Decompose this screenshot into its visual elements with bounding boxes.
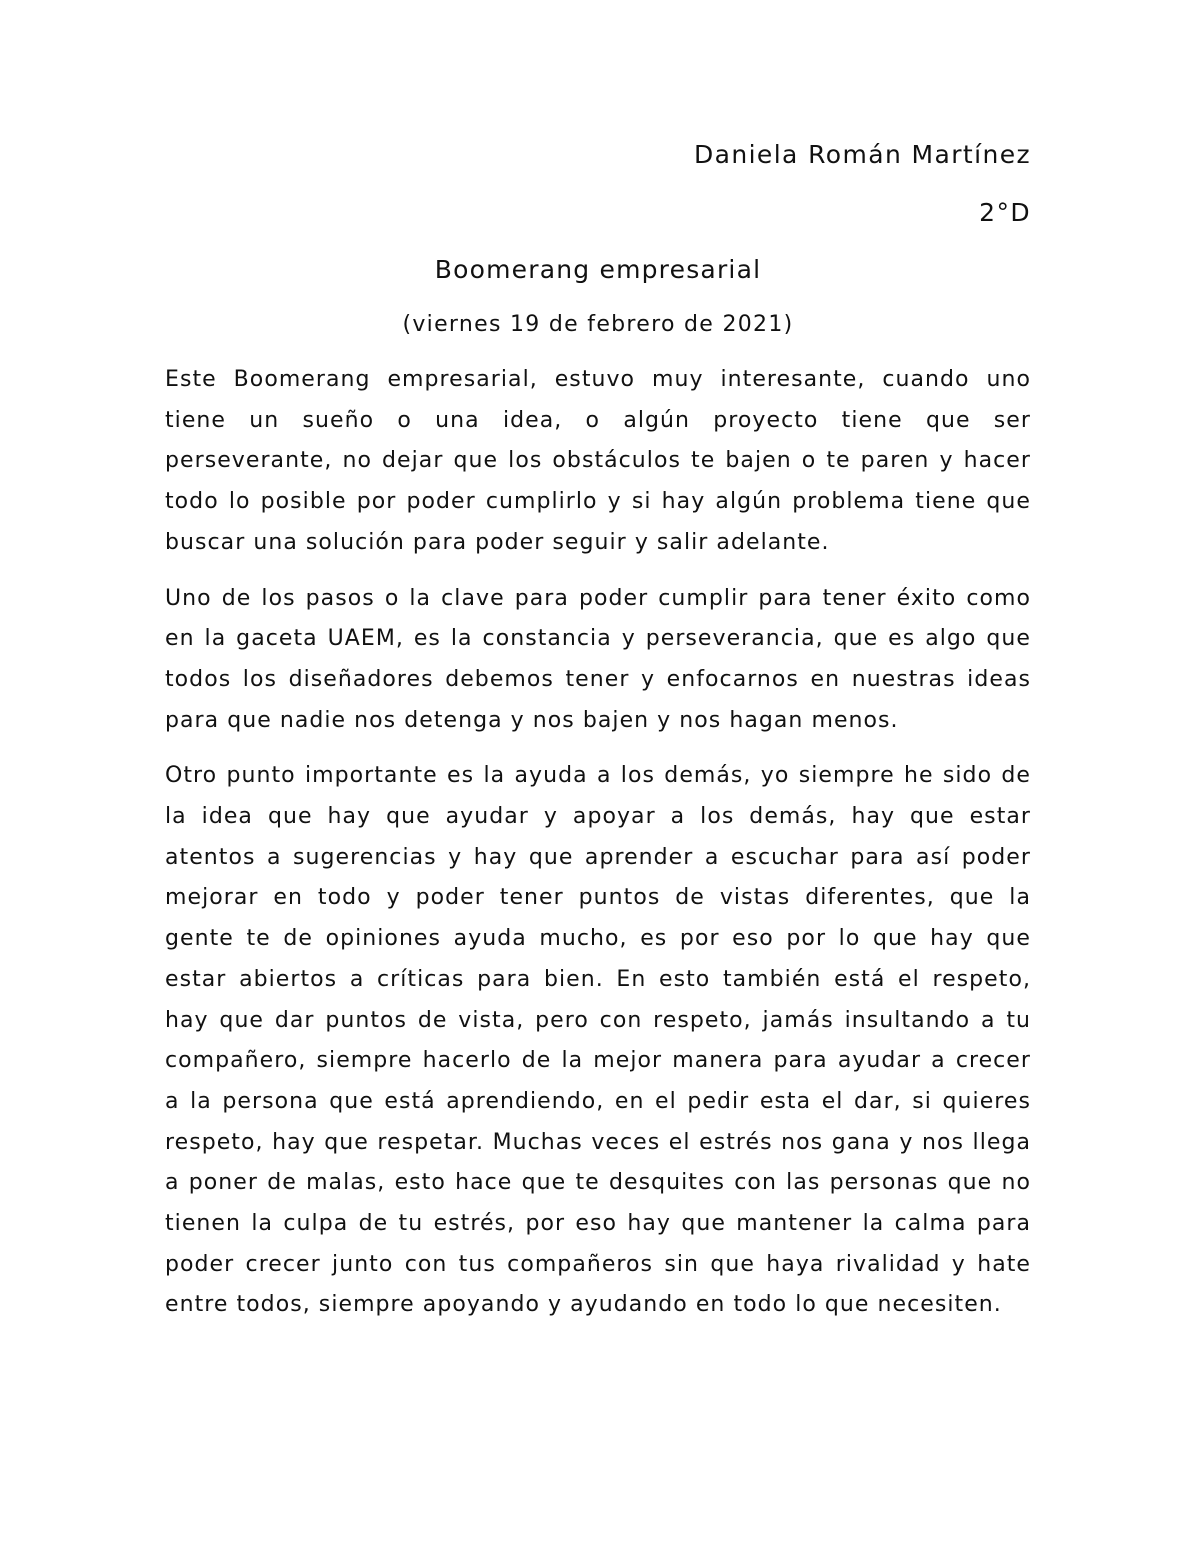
document-title: Boomerang empresarial <box>434 255 762 284</box>
group-label: 2°D <box>979 198 1031 227</box>
paragraph-2: Uno de los pasos o la clave para poder cumplir para tener éxito como en la gaceta UAEM, es la constancia y perseverancia, que es algo que todos los diseñadores debemos tener y enfocarnos en nuestras ideas para que nadie nos detenga y nos bajen y nos hagan menos. <box>165 585 1031 733</box>
author-name: Daniela Román Martínez <box>693 140 1031 169</box>
document-body <box>165 136 1031 1326</box>
paragraph-3: Otro punto importante es la ayuda a los demás, yo siempre he sido de la idea que hay que ayudar y apoyar a los demás, hay que estar atentos a sugerencias y hay que aprender a escuchar para así poder mejorar en todo y poder tener puntos de vistas diferentes, que la gente te de opiniones ayuda mucho, es por eso por lo que hay que estar abiertos a críticas para bien. En esto también está el respeto, hay que dar puntos de vista, pero con respeto, jamás insultando a tu compañero, siempre hacerlo de la mejor manera para ayudar a crecer a la persona que está aprendiendo, en el pedir esta el dar, si quieres respeto, hay que respetar. Muchas veces el estrés nos gana y nos llega a poner de malas, esto hace que te desquites con las personas que no tienen la culpa de tu estrés, por eso hay que mantener la calma para poder crecer junto con tus compañeros sin que haya rivalidad y hate entre todos, siempre apoyando y ayudando en todo lo que necesiten. <box>165 763 1031 1318</box>
paragraph-1: Este Boomerang empresarial, estuvo muy interesante, cuando uno tiene un sueño o una idea, o algún proyecto tiene que ser perseverante, no dejar que los obstáculos te bajen o te paren y hacer todo lo posible por poder cumplirlo y si hay algún problema tiene que buscar una solución para poder seguir y salir adelante. <box>165 367 1031 555</box>
document-date: (viernes 19 de febrero de 2021) <box>402 312 794 337</box>
